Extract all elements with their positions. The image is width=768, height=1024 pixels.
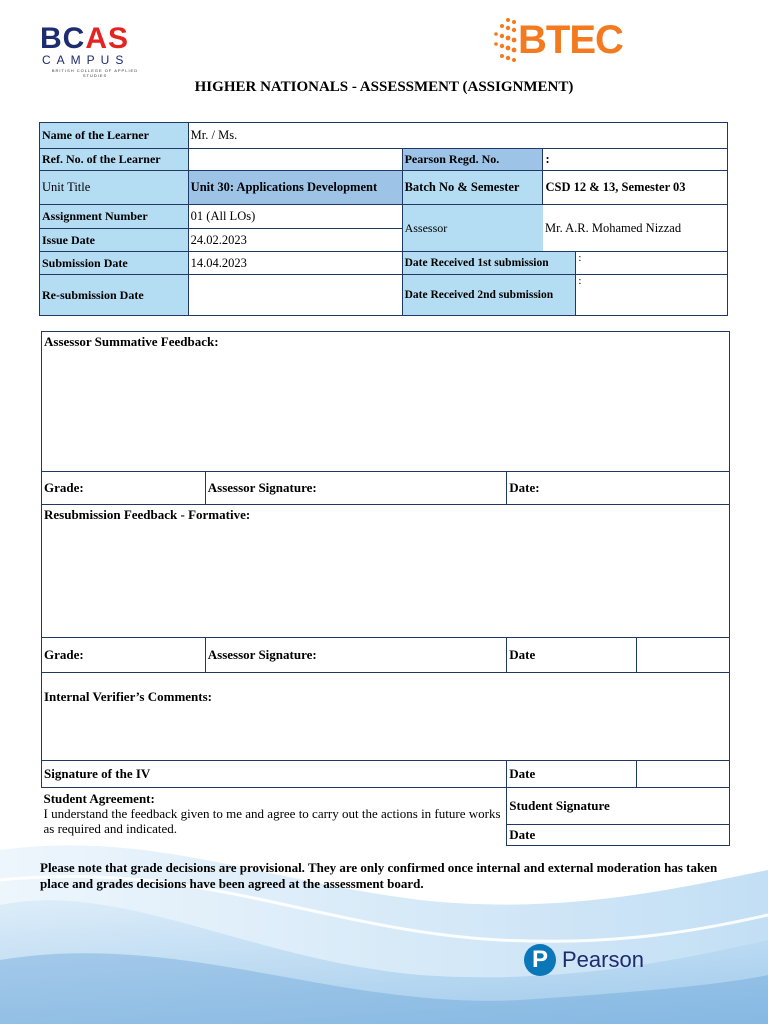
ref-no-field[interactable] xyxy=(188,149,402,171)
date-received-1-field[interactable]: : xyxy=(576,252,728,275)
iv-date-label: Date xyxy=(507,761,637,788)
date-label-2: Date xyxy=(507,638,637,673)
btec-logo xyxy=(488,14,623,66)
assignment-number-label: Assignment Number xyxy=(40,205,189,229)
table-row xyxy=(40,252,728,275)
unit-title-value: Unit 30: Applications Development xyxy=(188,171,402,205)
iv-date-field[interactable] xyxy=(637,761,730,788)
pearson-regd-label: Pearson Regd. No. xyxy=(402,149,543,171)
assignment-number-value: 01 (All LOs) xyxy=(188,205,402,229)
pearson-p-icon: P xyxy=(524,944,556,976)
pearson-logo-text: Pearson xyxy=(562,947,644,972)
table-row xyxy=(40,123,728,149)
table-row xyxy=(42,505,730,638)
table-row xyxy=(40,205,728,229)
learner-info-table xyxy=(39,122,728,316)
table-row xyxy=(42,788,730,825)
resubmission-date-field[interactable] xyxy=(188,275,402,316)
summative-feedback-label: Assessor Summative Feedback: xyxy=(44,334,219,349)
resubmission-feedback-box[interactable] xyxy=(42,505,730,638)
learner-name-label: Name of the Learner xyxy=(40,123,189,149)
unit-title-label: Unit Title xyxy=(40,171,189,205)
table-row xyxy=(42,761,730,788)
student-agreement xyxy=(42,788,507,846)
table-row xyxy=(40,275,728,316)
provisional-grade-note: Please note that grade decisions are provisional. They are only confirmed once internal and external moderation has taken place and grades decisions have been agreed at the assessment board. xyxy=(40,860,718,891)
bcas-logo-bc: BC xyxy=(40,22,86,55)
iv-comments-box[interactable] xyxy=(42,673,730,761)
resubmission-feedback-label: Resubmission Feedback - Formative: xyxy=(44,507,251,522)
issue-date-value: 24.02.2023 xyxy=(188,229,402,252)
bcas-logo-tagline: BRITISH COLLEGE OF APPLIED STUDIES xyxy=(51,68,139,78)
submission-date-value: 14.04.2023 xyxy=(188,252,402,275)
date-field-2[interactable] xyxy=(637,638,730,673)
assessor-signature-label[interactable]: Assessor Signature: xyxy=(205,472,507,505)
grade-label[interactable]: Grade: xyxy=(42,472,206,505)
student-date-label[interactable]: Date xyxy=(507,825,730,846)
date-label[interactable]: Date: xyxy=(507,472,730,505)
iv-comments-label: Internal Verifier’s Comments: xyxy=(44,689,212,704)
date-received-2-label: Date Received 2nd submission xyxy=(402,275,576,316)
summative-feedback-box[interactable] xyxy=(42,332,730,472)
page-title: HIGHER NATIONALS - ASSESSMENT (ASSIGNMENT) xyxy=(194,79,574,95)
date-received-1-label: Date Received 1st submission xyxy=(402,252,576,275)
student-signature-label[interactable]: Student Signature xyxy=(507,788,730,825)
feedback-table xyxy=(41,331,730,846)
resubmission-date-label: Re-submission Date xyxy=(40,275,189,316)
iv-signature-label[interactable]: Signature of the IV xyxy=(42,761,507,788)
assessor-signature-label-2[interactable]: Assessor Signature: xyxy=(205,638,507,673)
pearson-logo xyxy=(524,944,644,976)
table-row xyxy=(42,332,730,472)
assessor-label: Assessor xyxy=(402,205,543,252)
issue-date-label: Issue Date xyxy=(40,229,189,252)
student-agreement-title: Student Agreement: xyxy=(43,791,155,806)
pearson-regd-field[interactable]: : xyxy=(543,149,728,171)
bcas-logo-as: AS xyxy=(85,22,130,55)
table-row xyxy=(40,149,728,171)
batch-semester-value: CSD 12 & 13, Semester 03 xyxy=(543,171,728,205)
ref-no-label: Ref. No. of the Learner xyxy=(40,149,189,171)
bcas-campus-logo xyxy=(40,24,150,78)
student-agreement-text: I understand the feedback given to me and agree to carry out the actions in future works as required and indicated. xyxy=(43,806,501,836)
bcas-logo-campus: CAMPUS xyxy=(42,53,130,67)
table-row xyxy=(42,472,730,505)
btec-logo-text: BTEC xyxy=(518,17,623,62)
btec-dots-icon xyxy=(488,16,518,64)
grade-label-2[interactable]: Grade: xyxy=(42,638,206,673)
table-row xyxy=(40,171,728,205)
learner-name-field[interactable]: Mr. / Ms. xyxy=(188,123,727,149)
assessor-value: Mr. A.R. Mohamed Nizzad xyxy=(543,205,728,252)
table-row xyxy=(42,673,730,761)
submission-date-label: Submission Date xyxy=(40,252,189,275)
table-row xyxy=(42,638,730,673)
batch-semester-label: Batch No & Semester xyxy=(402,171,543,205)
date-received-2-field[interactable]: : xyxy=(576,275,728,316)
